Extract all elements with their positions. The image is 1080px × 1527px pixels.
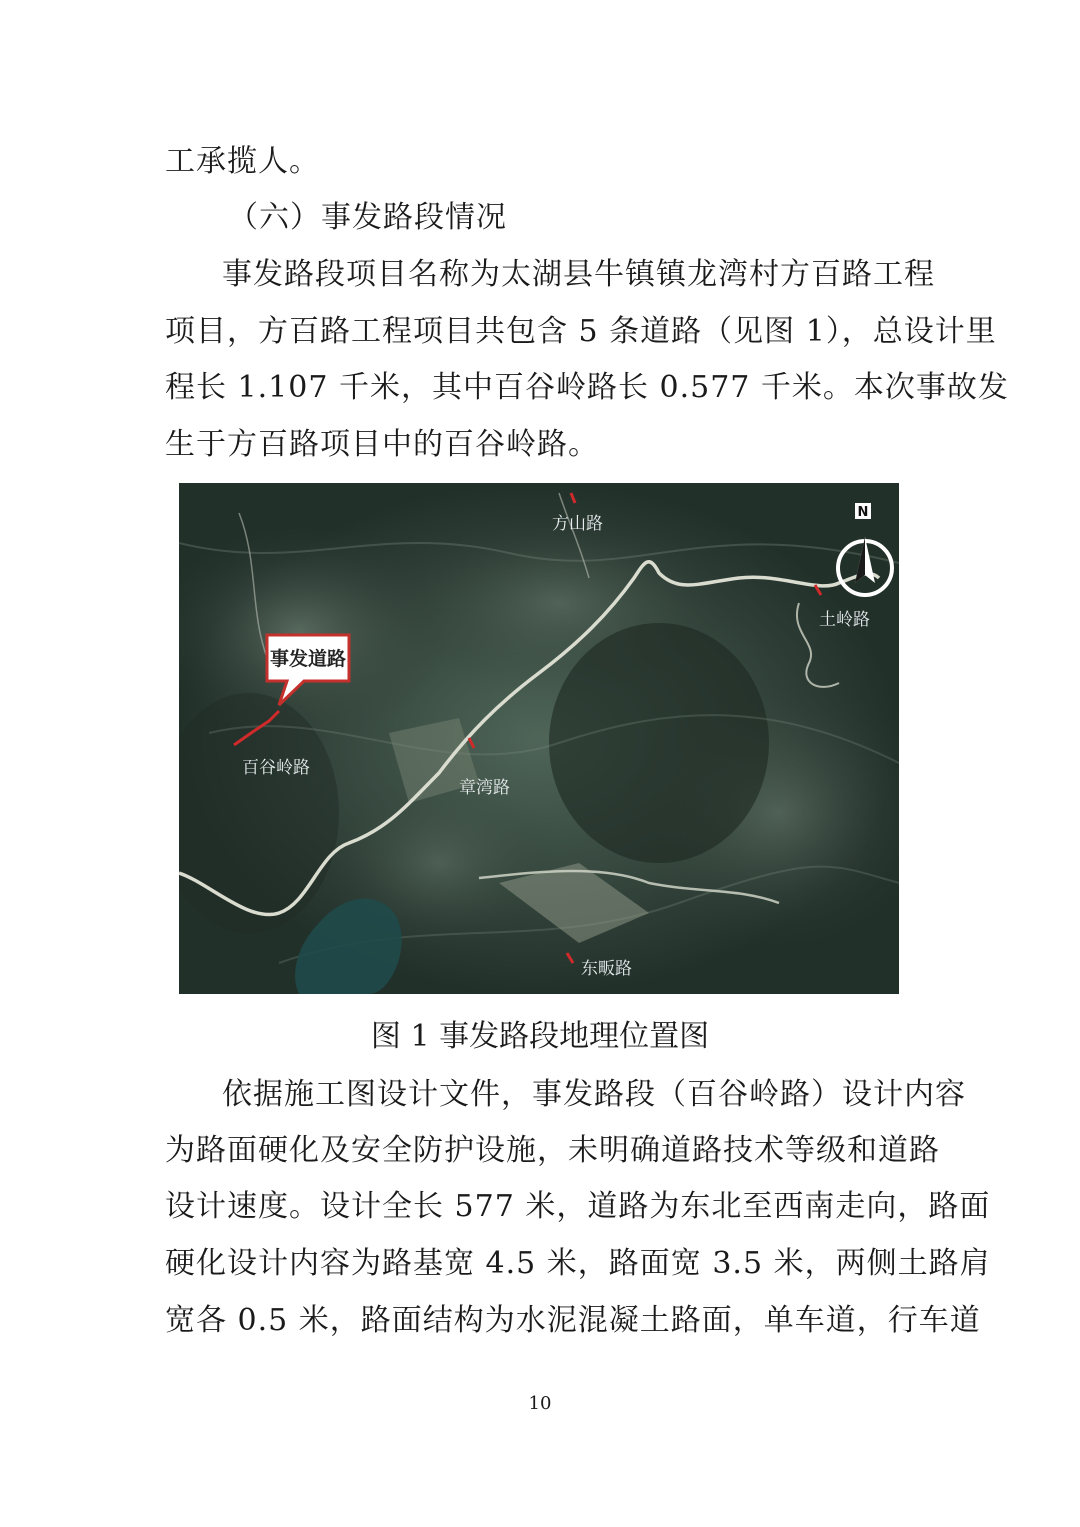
- paragraph-line: 依据施工图设计文件，事发路段（百谷岭路）设计内容: [222, 1077, 966, 1112]
- page-number: 10: [528, 1393, 552, 1414]
- paragraph-line: 工承揽人。: [165, 144, 320, 179]
- paragraph-line: 项目，方百路工程项目共包含 5 条道路（见图 1），总设计里: [165, 314, 997, 349]
- label-fangshan-road: 方山路: [552, 514, 603, 534]
- label-tuling-road: 土岭路: [819, 610, 870, 630]
- label-dongban-road: 东畈路: [581, 959, 632, 979]
- location-map-figure: [179, 483, 899, 994]
- satellite-map: [179, 483, 899, 994]
- paragraph-line: 为路面硬化及安全防护设施，未明确道路技术等级和道路: [165, 1133, 940, 1168]
- paragraph-line: 生于方百路项目中的百谷岭路。: [165, 427, 599, 462]
- paragraph-line: 宽各 0.5 米，路面结构为水泥混凝土路面，单车道，行车道: [165, 1303, 981, 1338]
- label-zhangwan-road: 章湾路: [459, 778, 510, 798]
- paragraph-line: 事发路段项目名称为太湖县牛镇镇龙湾村方百路工程: [222, 257, 935, 292]
- label-baiguling-road: 百谷岭路: [242, 758, 310, 778]
- figure-caption: 图 1 事发路段地理位置图: [370, 1019, 710, 1054]
- paragraph-line: 硬化设计内容为路基宽 4.5 米，路面宽 3.5 米，两侧土路肩: [165, 1246, 991, 1281]
- north-label: N: [857, 505, 869, 520]
- callout-label: 事发道路: [269, 648, 347, 670]
- paragraph-line: 设计速度。设计全长 577 米，道路为东北至西南走向，路面: [165, 1189, 991, 1224]
- section-heading: （六）事发路段情况: [228, 200, 507, 235]
- paragraph-line: 程长 1.107 千米，其中百谷岭路长 0.577 千米。本次事故发: [165, 370, 1009, 405]
